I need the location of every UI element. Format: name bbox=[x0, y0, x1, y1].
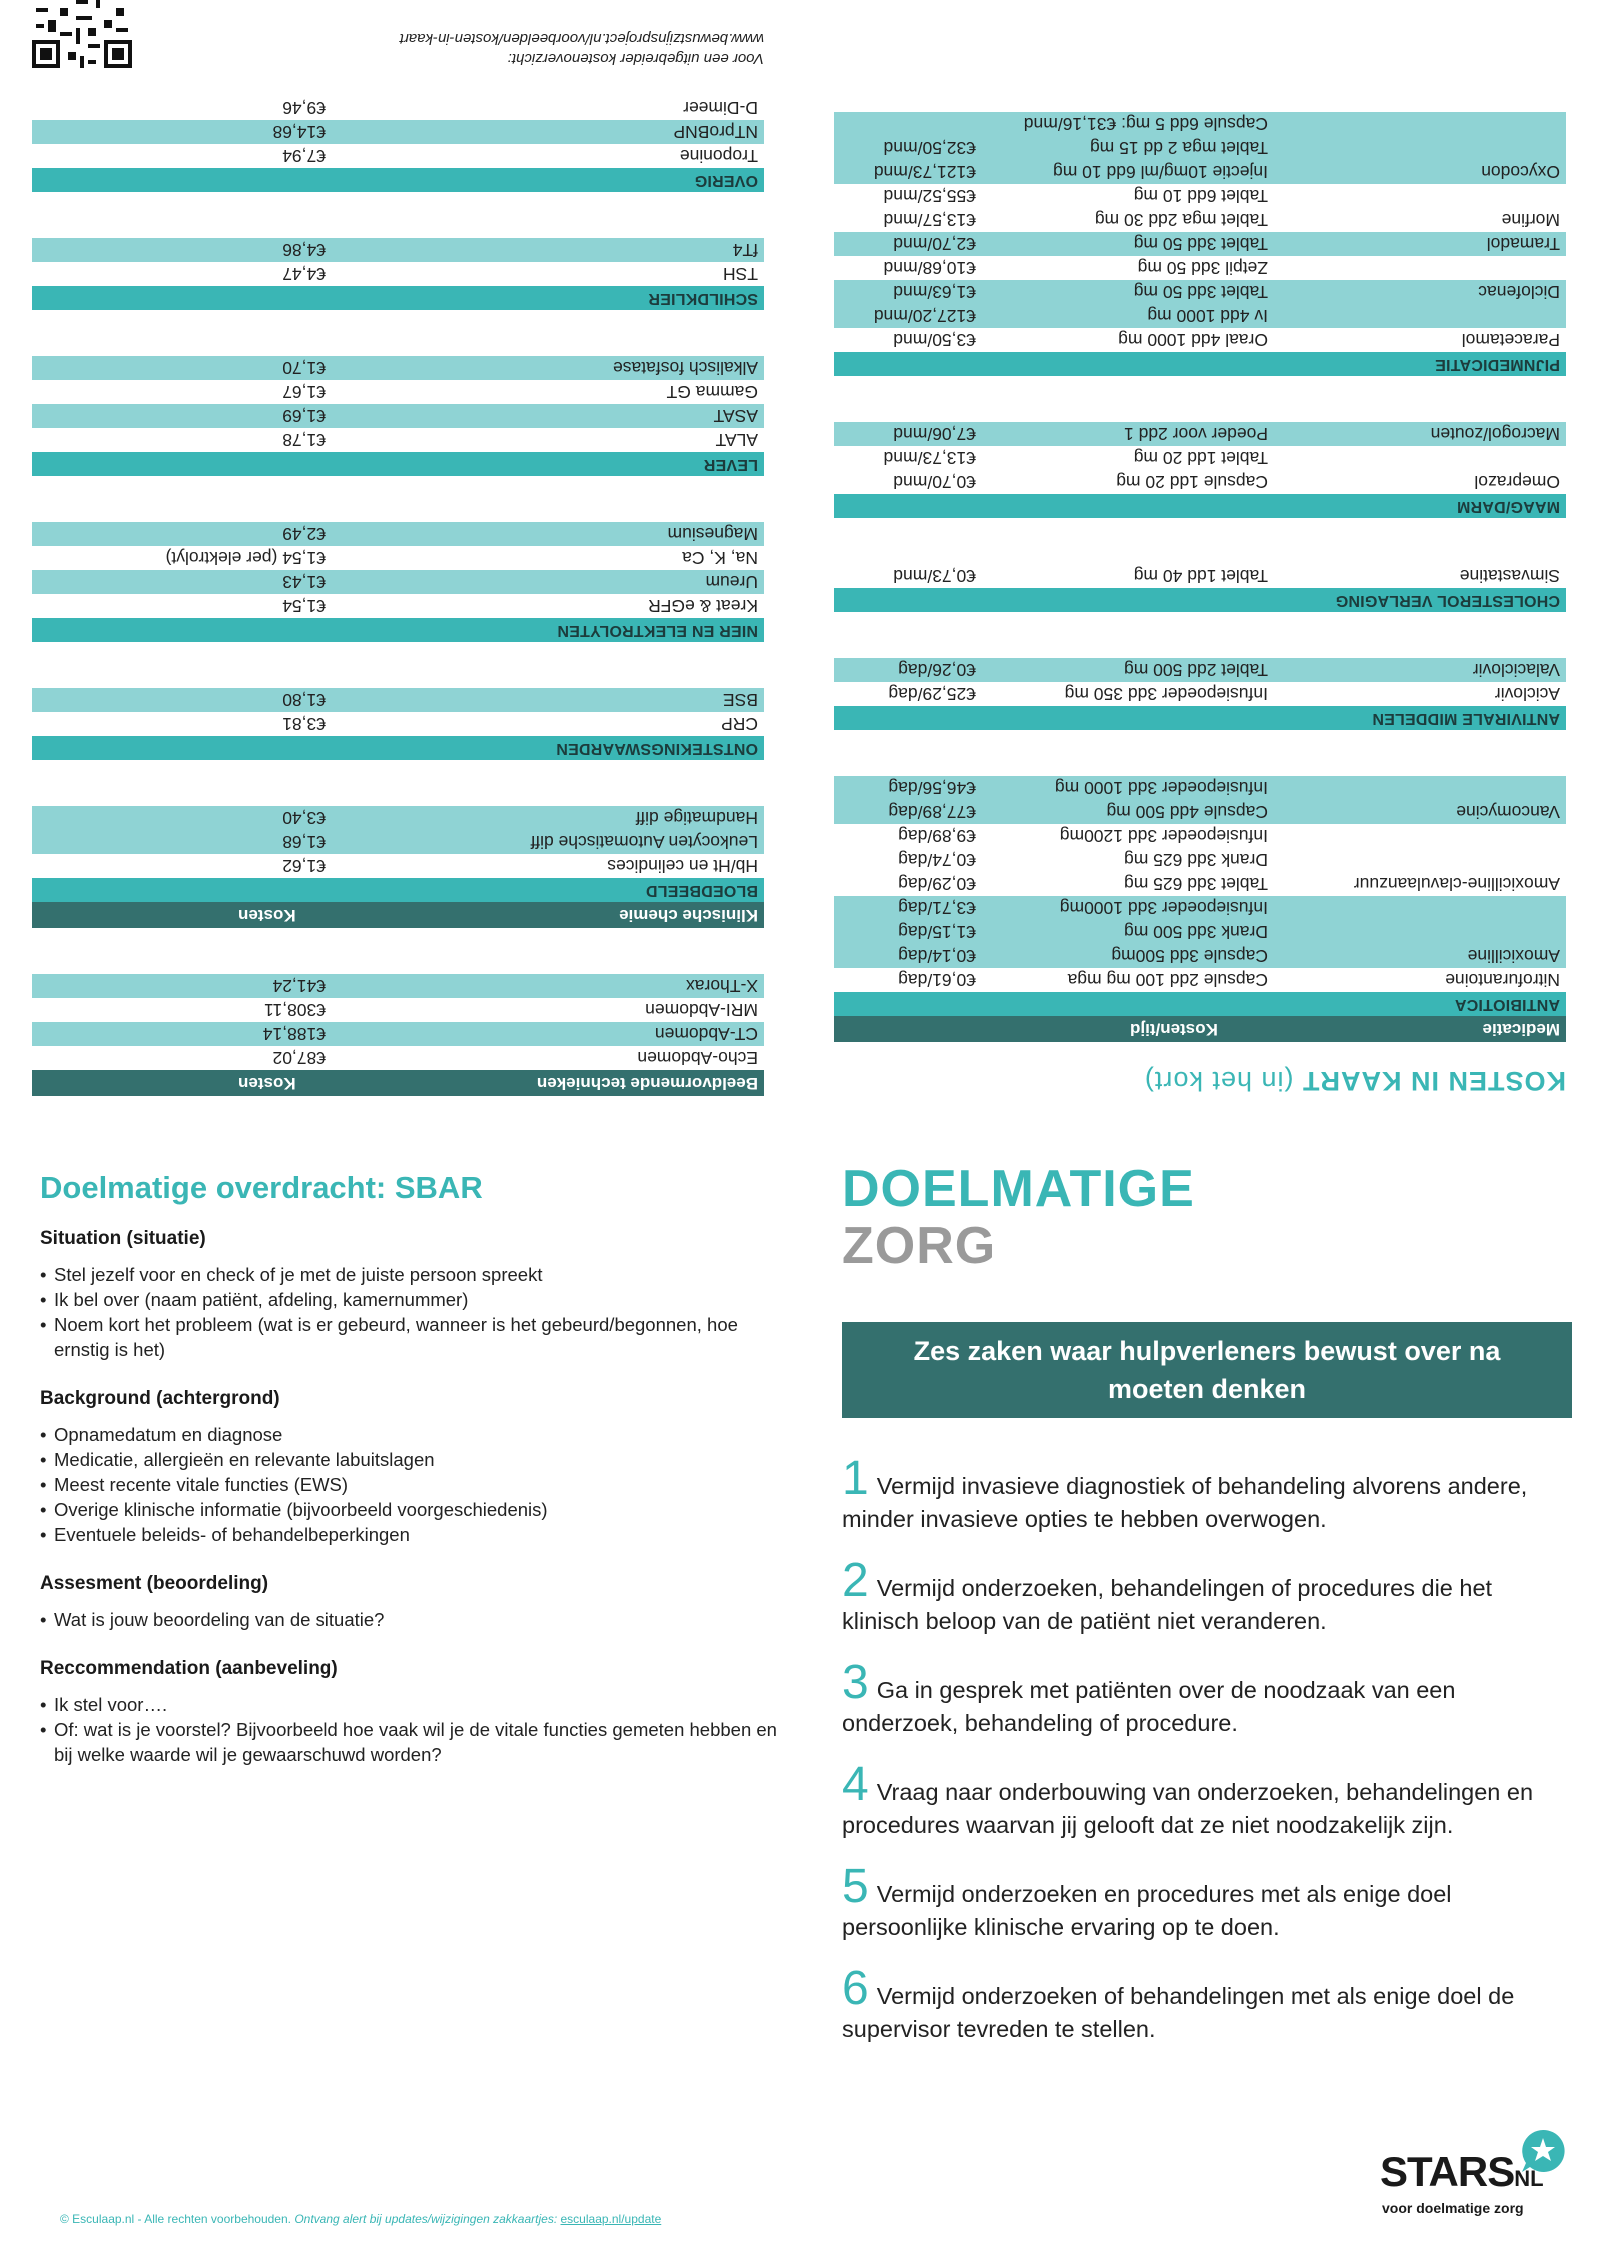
drug-name: Diclofenac bbox=[1478, 282, 1560, 302]
tip-text: Vraag naar onderbouwing van onderzoeken, behandelingen en procedures waarvan jij gelooft dat ze niet noodzakelijk zijn. bbox=[842, 1779, 1534, 1838]
zorg-title-line1: DOELMATIGE bbox=[842, 1160, 1195, 1218]
drug-cost: €127,20/mnd bbox=[873, 306, 976, 326]
test-name: Alkalisch fosfatase bbox=[613, 358, 758, 378]
test-name: CRP bbox=[721, 714, 758, 734]
medication-table-header bbox=[834, 1016, 1566, 1042]
drug-dose: Oraal 4dd 1000 mg bbox=[1118, 330, 1268, 350]
drug-cost: €32,50/mnd bbox=[883, 138, 976, 158]
test-name: Hb/Ht en celindices bbox=[607, 856, 758, 876]
stars-nl-logo bbox=[1380, 2130, 1570, 2220]
category-header: MAAG/DARM bbox=[834, 494, 1566, 518]
medication-row bbox=[834, 208, 1566, 232]
drug-cost: €3,71/dag bbox=[898, 898, 976, 918]
test-cost: €3,40 bbox=[282, 808, 326, 828]
medication-row bbox=[834, 280, 1566, 304]
drug-name: Oxycodon bbox=[1481, 162, 1560, 182]
medication-header-label: Medicatie bbox=[1482, 1020, 1560, 1039]
spacer bbox=[834, 518, 1566, 564]
drug-cost: €0,14/dag bbox=[898, 946, 976, 966]
alert-text: Ontvang alert bij updates/wijzigingen zakkaartjes: bbox=[294, 2212, 558, 2226]
sbar-list-item: • Overige klinische informatie (bijvoorbeeld voorgeschiedenis) bbox=[40, 1497, 780, 1522]
medication-row bbox=[834, 920, 1566, 944]
category-header: CHOLESTEROL VERLAGING bbox=[834, 588, 1566, 612]
medication-row bbox=[834, 944, 1566, 968]
tip-number: 2 bbox=[842, 1554, 869, 1607]
lab-row bbox=[32, 546, 764, 570]
spacer bbox=[32, 192, 764, 238]
tip-text: Vermijd onderzoeken en procedures met als enige doel persoonlijke klinische ervaring op te doen. bbox=[842, 1881, 1452, 1940]
medication-row bbox=[834, 470, 1566, 494]
drug-name: Amoxicilline-clavulaanzuur bbox=[1353, 874, 1560, 894]
test-cost: €1,69 bbox=[282, 406, 326, 426]
medication-row bbox=[834, 564, 1566, 588]
medication-row bbox=[834, 968, 1566, 992]
zorg-tip bbox=[842, 1758, 1572, 1842]
drug-dose: Tablet 1dd 40 mg bbox=[1133, 566, 1268, 586]
drug-dose: Capsule 2dd 100 mg mga bbox=[1067, 970, 1268, 990]
lab-row bbox=[32, 688, 764, 712]
drug-name bbox=[1268, 184, 1560, 208]
medication-row bbox=[834, 682, 1566, 706]
test-cost: €14,68 bbox=[272, 122, 326, 142]
test-cost: €1,67 bbox=[282, 382, 326, 402]
drug-dose: Tablet 3dd 625 mg bbox=[1124, 874, 1268, 894]
category-header: OVERIG bbox=[32, 168, 764, 192]
drug-dose: Capsule 3dd 500mg bbox=[1111, 946, 1268, 966]
copyright-text: © Esculaap.nl - Alle rechten voorbehouden. bbox=[60, 2212, 291, 2226]
test-cost: €1,68 bbox=[282, 832, 326, 852]
test-name: Na, K, Ca bbox=[682, 548, 758, 568]
drug-name: Tramadol bbox=[1486, 234, 1560, 254]
test-cost: €1,80 bbox=[282, 690, 326, 710]
sbar-list bbox=[40, 1422, 780, 1547]
spacer bbox=[32, 642, 764, 688]
lab-row bbox=[32, 854, 764, 878]
spacer bbox=[32, 928, 764, 974]
lab-cost-card bbox=[32, 0, 764, 1096]
drug-name: Morfine bbox=[1501, 210, 1560, 230]
tip-text: Vermijd invasieve diagnostiek of behandeling alvorens andere, minder invasieve opties te hebben overwogen. bbox=[842, 1473, 1528, 1532]
lab-row bbox=[32, 594, 764, 618]
zorg-tip bbox=[842, 1962, 1572, 2046]
drug-name bbox=[1268, 848, 1560, 872]
drug-cost: €0,29/dag bbox=[898, 874, 976, 894]
medication-row bbox=[834, 422, 1566, 446]
tip-text: Ga in gesprek met patiënten over de noodzaak van een onderzoek, behandeling of procedure. bbox=[842, 1677, 1456, 1736]
chemistry-header-label: Klinische chemie bbox=[619, 906, 758, 925]
test-cost: €1,43 bbox=[282, 572, 326, 592]
medication-cost-card bbox=[834, 112, 1566, 1096]
drug-name: Simvastatine bbox=[1459, 566, 1560, 586]
test-name: BSE bbox=[722, 690, 758, 710]
spacer bbox=[834, 730, 1566, 776]
medication-row bbox=[834, 658, 1566, 682]
drug-name: Macrogol/zouten bbox=[1430, 424, 1560, 444]
drug-cost: €0,26/dag bbox=[898, 660, 976, 680]
category-header: NIER EN ELEKTROLYTEN bbox=[32, 618, 764, 642]
logo-tagline: voor doelmatige zorg bbox=[1382, 2200, 1524, 2216]
spacer bbox=[834, 612, 1566, 658]
drug-cost: €121,73/mnd bbox=[873, 162, 976, 182]
test-name: CT-Abdomen bbox=[654, 1024, 758, 1044]
zorg-tip bbox=[842, 1452, 1572, 1536]
drug-name bbox=[1268, 112, 1560, 136]
test-name: ALAT bbox=[715, 430, 758, 450]
tip-number: 4 bbox=[842, 1758, 869, 1811]
drug-cost: €13,57/mnd bbox=[883, 210, 976, 230]
zorg-tip bbox=[842, 1860, 1572, 1944]
drug-cost: €13,73/mnd bbox=[883, 448, 976, 468]
drug-dose: Capsule 1dd 20 mg bbox=[1116, 472, 1268, 492]
drug-cost: €0,73/mnd bbox=[893, 566, 976, 586]
sbar-list-item: • Noem kort het probleem (wat is er gebeurd, wanneer is het gebeurd/begonnen, hoe ernstig is het) bbox=[40, 1312, 780, 1362]
imaging-row bbox=[32, 998, 764, 1022]
sbar-title: Doelmatige overdracht: SBAR bbox=[40, 1170, 483, 1205]
logo-brand: STARS bbox=[1380, 2148, 1515, 2195]
sbar-list bbox=[40, 1692, 780, 1767]
test-name: Troponine bbox=[679, 146, 758, 166]
sbar-heading: Assesment (beoordeling) bbox=[40, 1573, 269, 1594]
drug-dose: Infusiepoeder 3dd 1000 mg bbox=[1054, 778, 1268, 798]
lab-row bbox=[32, 522, 764, 546]
web-url[interactable]: www.bewustzijnsproject.nl/voorbeelden/kosten-in-kaart bbox=[399, 30, 764, 47]
drug-name bbox=[1268, 446, 1560, 470]
cost-card-title-bold: KOSTEN IN KAART bbox=[1302, 1066, 1566, 1096]
drug-name: Vancomycine bbox=[1456, 802, 1560, 822]
imaging-rows bbox=[32, 974, 764, 1070]
cost-card-title bbox=[834, 1056, 1566, 1096]
lab-row bbox=[32, 830, 764, 854]
lab-row bbox=[32, 570, 764, 594]
qr-code-icon bbox=[32, 0, 132, 68]
lab-row bbox=[32, 428, 764, 452]
drug-dose: Tablet mga 2dd 30 mg bbox=[1094, 210, 1268, 230]
cost-time-header-label: Kosten/tijd bbox=[1130, 1020, 1218, 1039]
category-header: ONTSTEKINGSWAARDEN bbox=[32, 736, 764, 760]
medication-row bbox=[834, 848, 1566, 872]
chemistry-table-header bbox=[32, 902, 764, 928]
test-cost: €1,70 bbox=[282, 358, 326, 378]
drug-name: Valaciclovir bbox=[1472, 660, 1560, 680]
drug-dose: Tablet 3dd 50 mg bbox=[1133, 234, 1268, 254]
drug-dose: Zetpil 3dd 50 mg bbox=[1137, 258, 1268, 278]
category-header: ANTIVIRALE MIDDELEN bbox=[834, 706, 1566, 730]
test-name: Echo-Abdomen bbox=[637, 1048, 758, 1068]
drug-cost: €46,56/dag bbox=[888, 778, 976, 798]
test-name: fT4 bbox=[732, 240, 758, 260]
imaging-row bbox=[32, 974, 764, 998]
category-header: SCHILDKLIER bbox=[32, 286, 764, 310]
drug-cost: €0,74/dag bbox=[898, 850, 976, 870]
drug-dose: Infusiepoeder 3dd 1000mg bbox=[1059, 898, 1268, 918]
sbar-list-item: • Eventuele beleids- of behandelbeperkingen bbox=[40, 1522, 780, 1547]
sbar-heading: Reccommendation (aanbeveling) bbox=[40, 1658, 338, 1679]
sbar-list-item: • Ik stel voor…. bbox=[40, 1692, 780, 1717]
drug-name bbox=[1268, 256, 1560, 280]
test-name: X-Thorax bbox=[686, 976, 758, 996]
test-name: TSH bbox=[723, 264, 758, 284]
drug-cost: €3,50/mnd bbox=[893, 330, 976, 350]
category-header: LEVER bbox=[32, 452, 764, 476]
category-header: PIJNMEDICATIE bbox=[834, 352, 1566, 376]
drug-dose: Tablet 6dd 10 mg bbox=[1133, 186, 1268, 206]
sbar-heading: Background (achtergrond) bbox=[40, 1388, 280, 1409]
lab-row bbox=[32, 806, 764, 830]
test-name: Magnesium bbox=[667, 524, 758, 544]
drug-dose: Drank 3dd 625 mg bbox=[1124, 850, 1268, 870]
lab-sections bbox=[32, 96, 764, 902]
drug-cost: €1,15/dag bbox=[898, 922, 976, 942]
drug-cost: €2,70/mnd bbox=[893, 234, 976, 254]
test-cost: €2,49 bbox=[282, 524, 326, 544]
drug-name bbox=[1268, 136, 1560, 160]
test-cost: €308,11 bbox=[264, 1000, 326, 1020]
medication-row bbox=[834, 304, 1566, 328]
update-link[interactable]: esculaap.nl/update bbox=[560, 2212, 662, 2226]
drug-dose: Drank 3dd 500 mg bbox=[1124, 922, 1268, 942]
drug-name: Omeprazol bbox=[1474, 472, 1560, 492]
drug-dose: Injectie 10mg/ml 6dd 10 mg bbox=[1053, 162, 1268, 182]
drug-name bbox=[1268, 896, 1560, 920]
test-name: Leukocyten Automatische diff bbox=[530, 832, 758, 852]
medication-row bbox=[834, 232, 1566, 256]
lab-row bbox=[32, 238, 764, 262]
imaging-header-label: Beeldvormende technieken bbox=[536, 1074, 758, 1093]
lab-row bbox=[32, 404, 764, 428]
sbar-body bbox=[40, 1228, 780, 1767]
test-name: Gamma GT bbox=[666, 382, 758, 402]
medication-row bbox=[834, 160, 1566, 184]
spacer bbox=[32, 310, 764, 356]
test-cost: €9,46 bbox=[282, 98, 326, 118]
drug-name: Aciclovir bbox=[1494, 684, 1560, 704]
drug-cost: €25,29/dag bbox=[888, 684, 976, 704]
medication-row bbox=[834, 112, 1566, 136]
tip-text: Vermijd onderzoeken, behandelingen of procedures die het klinisch beloop van de patiënt niet veranderen. bbox=[842, 1575, 1493, 1634]
sbar-list-item: • Wat is jouw beoordeling van de situatie? bbox=[40, 1607, 780, 1632]
sbar-heading: Situation (situatie) bbox=[40, 1228, 206, 1249]
test-cost: €1,62 bbox=[282, 856, 326, 876]
category-header: ANTIBIOTICA bbox=[834, 992, 1566, 1016]
sbar-list-item: • Opnamedatum en diagnose bbox=[40, 1422, 780, 1447]
drug-cost: €1,63/mnd bbox=[893, 282, 976, 302]
drug-dose: Tablet 2dd 500 mg bbox=[1124, 660, 1268, 680]
lab-row bbox=[32, 356, 764, 380]
zorg-tip bbox=[842, 1554, 1572, 1638]
sbar-list bbox=[40, 1262, 780, 1362]
drug-name: Amoxicilline bbox=[1467, 946, 1560, 966]
medication-row bbox=[834, 872, 1566, 896]
medication-row bbox=[834, 328, 1566, 352]
test-name: Kreat & eGFR bbox=[648, 596, 758, 616]
medication-row bbox=[834, 800, 1566, 824]
cost-card-title-thin: (in het kort) bbox=[1143, 1066, 1294, 1096]
medication-row bbox=[834, 256, 1566, 280]
drug-name bbox=[1268, 824, 1560, 848]
test-name: D-Dimeer bbox=[683, 98, 758, 118]
medication-row bbox=[834, 896, 1566, 920]
sbar-section bbox=[40, 1170, 780, 1793]
sbar-list-item: • Ik bel over (naam patiënt, afdeling, kamernummer) bbox=[40, 1287, 780, 1312]
tip-number: 5 bbox=[842, 1860, 869, 1913]
test-name: NTproBNP bbox=[673, 122, 758, 142]
doelmatige-zorg-section bbox=[842, 1160, 1572, 2076]
drug-cost: €0,61/dag bbox=[898, 970, 976, 990]
zorg-tips bbox=[842, 1452, 1572, 2046]
drug-cost: €9,89/dag bbox=[898, 826, 976, 846]
drug-cost: €0,70/mnd bbox=[893, 472, 976, 492]
drug-name: Paracetamol bbox=[1461, 330, 1560, 350]
web-reference-text bbox=[400, 28, 764, 68]
test-cost: €1,54 bbox=[282, 596, 326, 616]
test-cost: €3,81 bbox=[282, 714, 326, 734]
drug-name bbox=[1268, 920, 1560, 944]
lab-row bbox=[32, 96, 764, 120]
drug-dose: Poeder voor 2dd 1 bbox=[1124, 424, 1268, 444]
test-cost: €41,24 bbox=[272, 976, 326, 996]
lab-row bbox=[32, 120, 764, 144]
medication-row bbox=[834, 136, 1566, 160]
sbar-list-item: • Medicatie, allergieën en relevante labuitslagen bbox=[40, 1447, 780, 1472]
drug-cost: €10,68/mnd bbox=[883, 258, 976, 278]
medication-row bbox=[834, 824, 1566, 848]
tip-number: 3 bbox=[842, 1656, 869, 1709]
category-header: BLOEDBEELD bbox=[32, 878, 764, 902]
medication-row bbox=[834, 446, 1566, 470]
copyright-footer bbox=[60, 2212, 661, 2226]
drug-dose: Tablet 3dd 50 mg bbox=[1133, 282, 1268, 302]
test-name: Ureum bbox=[705, 572, 758, 592]
sbar-list-item: • Meest recente vitale functies (EWS) bbox=[40, 1472, 780, 1497]
imaging-cost-header-label: Kosten bbox=[238, 1074, 296, 1093]
drug-dose: Tablet 1dd 20 mg bbox=[1133, 448, 1268, 468]
test-cost: €188,14 bbox=[262, 1024, 326, 1044]
lab-row bbox=[32, 380, 764, 404]
spacer bbox=[32, 476, 764, 522]
chemistry-cost-header-label: Kosten bbox=[238, 906, 296, 925]
lab-row bbox=[32, 262, 764, 286]
test-name: MRI-Abdomen bbox=[645, 1000, 758, 1020]
tip-number: 6 bbox=[842, 1962, 869, 2015]
medication-row bbox=[834, 776, 1566, 800]
zorg-banner: Zes zaken waar hulpverleners bewust over na moeten denken bbox=[842, 1322, 1572, 1418]
lab-row bbox=[32, 712, 764, 736]
drug-dose: Capsule 4dd 500 mg bbox=[1106, 802, 1268, 822]
drug-cost: €55,52/mnd bbox=[883, 186, 976, 206]
medication-sections bbox=[834, 112, 1566, 1016]
imaging-row bbox=[32, 1046, 764, 1070]
drug-dose: Infusiepoeder 3dd 350 mg bbox=[1064, 684, 1268, 704]
medication-row bbox=[834, 184, 1566, 208]
spacer bbox=[32, 760, 764, 806]
tip-number: 1 bbox=[842, 1452, 869, 1505]
drug-dose: Iv 4dd 1000 mg bbox=[1147, 306, 1268, 326]
drug-name bbox=[1268, 776, 1560, 800]
test-cost: €1,54 (per elektrolyt) bbox=[165, 548, 326, 568]
lab-row bbox=[32, 144, 764, 168]
drug-cost: €7,06/mnd bbox=[893, 424, 976, 444]
test-cost: €87,02 bbox=[272, 1048, 326, 1068]
drug-name bbox=[1268, 304, 1560, 328]
test-cost: €4,86 bbox=[282, 240, 326, 260]
imaging-table-header bbox=[32, 1070, 764, 1096]
sbar-list-item: • Of: wat is je voorstel? Bijvoorbeeld hoe vaak wil je de vitale functies gemeten hebben en bij welke waarde wil je gewaarschuwd worden? bbox=[40, 1717, 780, 1767]
spacer bbox=[834, 376, 1566, 422]
drug-cost: €77,89/dag bbox=[888, 802, 976, 822]
drug-dose: Infusiepoeder 3dd 1200mg bbox=[1059, 826, 1268, 846]
drug-dose: Tablet mga 2 dd 15 mg bbox=[1089, 138, 1268, 158]
test-cost: €1,78 bbox=[282, 430, 326, 450]
sbar-list-item: • Stel jezelf voor en check of je met de juiste persoon spreekt bbox=[40, 1262, 780, 1287]
drug-cost bbox=[840, 112, 976, 136]
logo-wordmark bbox=[1380, 2148, 1544, 2196]
test-cost: €7,94 bbox=[282, 146, 326, 166]
test-name: ASAT bbox=[713, 406, 758, 426]
drug-dose: Capsule 6dd 5 mg: €31,16/mnd bbox=[1023, 114, 1268, 134]
test-name: Handmatige diff bbox=[635, 808, 758, 828]
zorg-tip bbox=[842, 1656, 1572, 1740]
zorg-title-line2: ZORG bbox=[842, 1217, 997, 1275]
sbar-list bbox=[40, 1607, 780, 1632]
test-cost: €4,47 bbox=[282, 264, 326, 284]
logo-brand-suffix: NL bbox=[1514, 2166, 1544, 2191]
imaging-row bbox=[32, 1022, 764, 1046]
drug-name: Nitrofurantoine bbox=[1445, 970, 1560, 990]
web-reference bbox=[32, 0, 764, 68]
tip-text: Vermijd onderzoeken of behandelingen met als enige doel de supervisor tevreden te stellen. bbox=[842, 1983, 1515, 2042]
web-note: Voor een uitgebreider kostenoverzicht: bbox=[507, 50, 764, 67]
